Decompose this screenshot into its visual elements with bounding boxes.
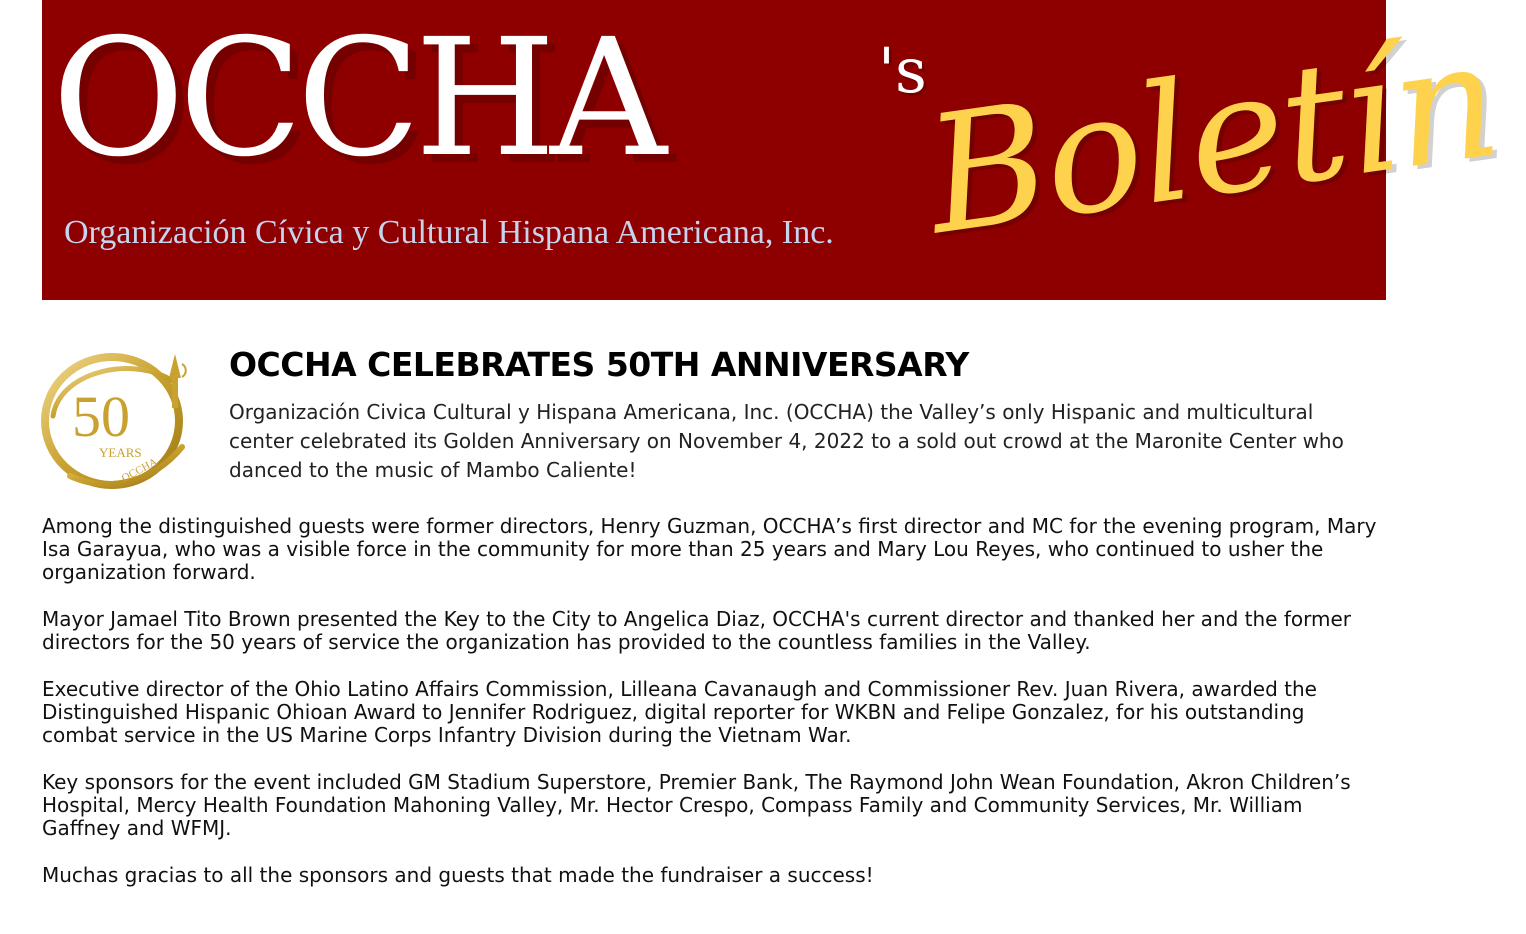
article-paragraph: Muchas gracias to all the sponsors and guests that made the fundraiser a success! <box>42 863 874 887</box>
newsletter-script-title: Boletín <box>916 5 1509 272</box>
organization-name: Organización Cívica y Cultural Hispana Americana, Inc. <box>64 214 834 251</box>
brand-title: OCCHA <box>52 5 661 193</box>
seal-mark: OCCHA <box>119 455 160 485</box>
article-intro: Organización Civica Cultural y Hispana Americana, Inc. (OCCHA) the Valley’s only Hispanic and multicultural center celebrated its Golden Anniversary on November 4, 2022 to a sold out crowd at the Maronite Center who danced to the music of Mambo Caliente! <box>229 400 1344 482</box>
50-years-seal <box>38 344 198 494</box>
article-paragraph: Key sponsors for the event included GM Stadium Superstore, Premier Bank, The Raymond John Wean Foundation, Akron Children’s Hospital, Mercy Health Foundation Mahoning Valley, Mr. Hector Crespo, Compass Family and Community Services, Mr. William Gaffney and WFMJ. <box>42 770 1351 840</box>
newsletter-brand <box>52 5 932 198</box>
article-paragraph: Executive director of the Ohio Latino Affairs Commission, Lilleana Cavanaugh and Commissioner Rev. Juan Rivera, awarded the Distinguished Hispanic Ohioan Award to Jennifer Rodriguez, digital reporter for WKBN and Felipe Gonzalez, for his outstanding combat service in the US Marine Corps Infantry Division during the Vietnam War. <box>42 677 1317 747</box>
seal-number: 50 <box>72 384 130 449</box>
article-paragraph: Mayor Jamael Tito Brown presented the Key to the City to Angelica Diaz, OCCHA's current director and thanked her and the former directors for the 50 years of service the organization has provided to the countless families in the Valley. <box>42 607 1352 654</box>
brand-possessive: 's <box>878 34 927 107</box>
article-body <box>42 515 1386 911</box>
article-paragraph: Among the distinguished guests were former directors, Henry Guzman, OCCHA’s first director and MC for the evening program, Mary Isa Garayua, who was a visible force in the community for more than 25 years and Mary Lou Reyes, who continued to usher the organization forward. <box>42 514 1377 584</box>
seal-label: YEARS <box>99 445 142 460</box>
article-title: OCCHA CELEBRATES 50TH ANNIVERSARY <box>229 345 969 384</box>
